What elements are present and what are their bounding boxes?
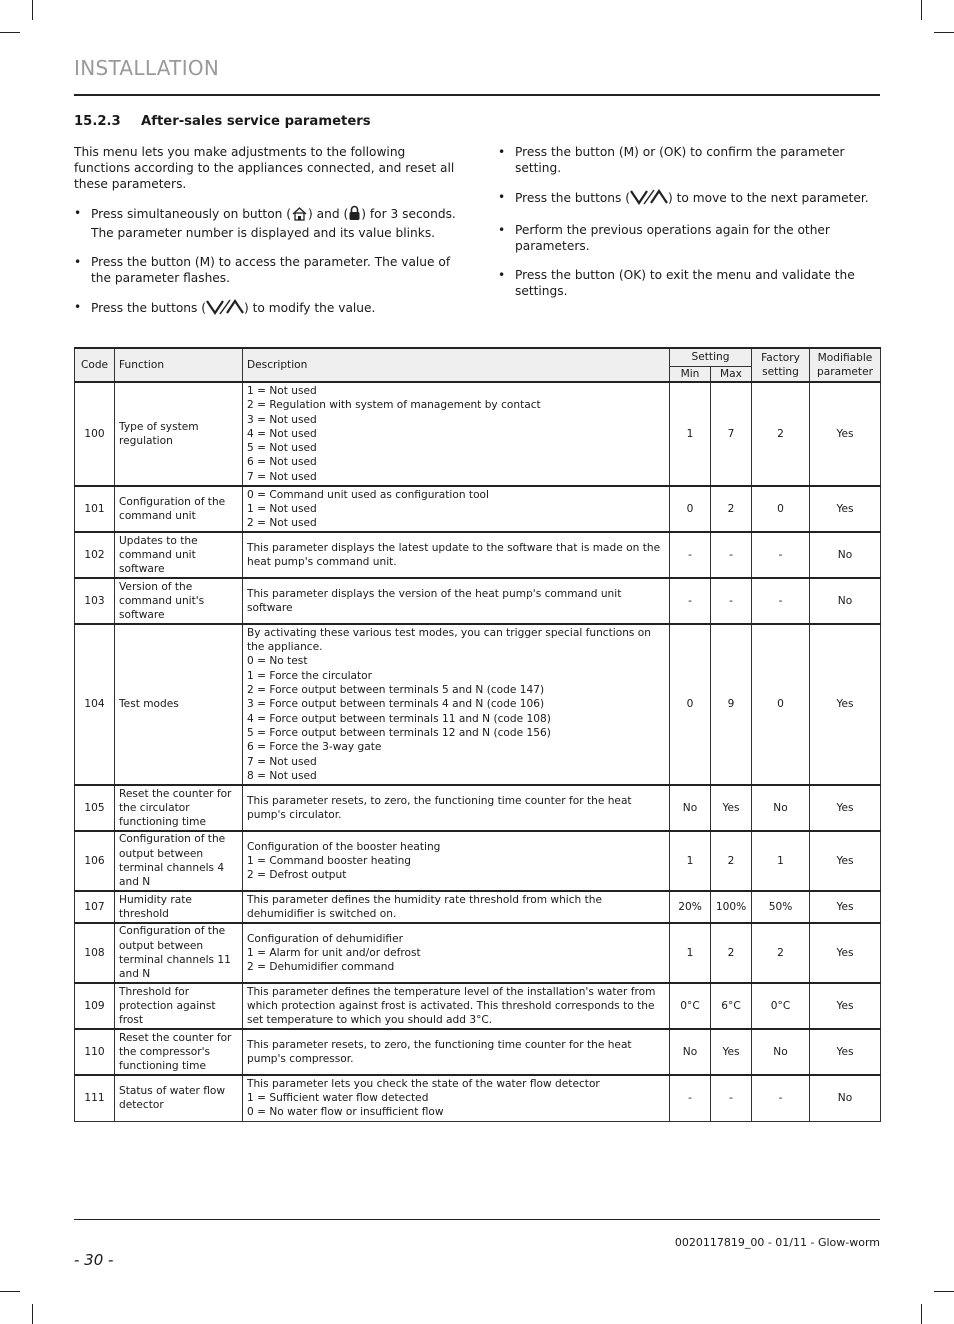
cell-function: Configuration of the output between terminal channels 11 and N bbox=[115, 923, 243, 983]
column-header-description: Description bbox=[243, 348, 670, 382]
column-header-modifiable: Modifiable parameter bbox=[810, 348, 881, 382]
cell-factory-setting: No bbox=[752, 785, 810, 831]
cell-code: 109 bbox=[75, 983, 115, 1029]
cell-function: Type of system regulation bbox=[115, 382, 243, 486]
cell-min: 0°C bbox=[670, 983, 711, 1029]
section-number: 15.2.3 bbox=[74, 114, 121, 129]
cell-max: 2 bbox=[711, 923, 752, 983]
cell-function: Configuration of the command unit bbox=[115, 486, 243, 532]
cell-factory-setting: - bbox=[752, 532, 810, 578]
table-row bbox=[75, 923, 881, 983]
table-row bbox=[75, 1029, 881, 1075]
table-row bbox=[75, 382, 881, 486]
list-item bbox=[74, 299, 459, 319]
cell-modifiable: Yes bbox=[810, 486, 881, 532]
cell-code: 111 bbox=[75, 1075, 115, 1121]
cell-function: Reset the counter for the compressor's functioning time bbox=[115, 1029, 243, 1075]
cell-modifiable: Yes bbox=[810, 785, 881, 831]
cell-description: This parameter defines the humidity rate threshold from which the dehumidifier is switched on. bbox=[243, 891, 670, 923]
cell-description: 1 = Not used 2 = Regulation with system of management by contact 3 = Not used 4 = Not used 5 = Not used 6 = Not used 7 = Not used bbox=[243, 382, 670, 486]
list-item: • Press the button (M) or (OK) to confirm the parameter setting. bbox=[498, 144, 883, 176]
cell-factory-setting: - bbox=[752, 578, 810, 624]
service-parameters-table bbox=[74, 347, 881, 1122]
cell-function: Configuration of the output between terminal channels 4 and N bbox=[115, 831, 243, 891]
column-header-max: Max bbox=[711, 366, 752, 382]
cell-factory-setting: 0 bbox=[752, 486, 810, 532]
cell-function: Threshold for protection against frost bbox=[115, 983, 243, 1029]
cell-min: 0 bbox=[670, 486, 711, 532]
cell-max: 2 bbox=[711, 831, 752, 891]
cell-factory-setting: 1 bbox=[752, 831, 810, 891]
cell-max: 9 bbox=[711, 624, 752, 785]
right-instruction-list bbox=[498, 144, 883, 299]
table-row bbox=[75, 1075, 881, 1121]
table-row bbox=[75, 831, 881, 891]
bullet-text: Press simultaneously on button ( bbox=[91, 207, 292, 221]
cell-max: - bbox=[711, 578, 752, 624]
footer-divider bbox=[74, 1219, 880, 1220]
cell-min: No bbox=[670, 1029, 711, 1075]
cell-max: 7 bbox=[711, 382, 752, 486]
page-header-title: INSTALLATION bbox=[74, 56, 220, 80]
section-heading bbox=[74, 114, 371, 129]
cell-max: Yes bbox=[711, 1029, 752, 1075]
list-item: • Press the button (OK) to exit the menu and validate the settings. bbox=[498, 267, 883, 299]
cell-min: - bbox=[670, 532, 711, 578]
cell-code: 102 bbox=[75, 532, 115, 578]
cell-factory-setting: 0°C bbox=[752, 983, 810, 1029]
cell-max: 6°C bbox=[711, 983, 752, 1029]
document-reference: 0020117819_00 - 01/11 - Glow-worm bbox=[674, 1236, 880, 1249]
cell-max: - bbox=[711, 532, 752, 578]
bullet-text: ) for 3 seconds. The parameter number is displayed and its value blinks. bbox=[91, 207, 456, 240]
cell-function: Updates to the command unit software bbox=[115, 532, 243, 578]
crop-mark bbox=[934, 1291, 954, 1292]
cell-factory-setting: 50% bbox=[752, 891, 810, 923]
cell-function: Status of water flow detector bbox=[115, 1075, 243, 1121]
bullet-text: Press the buttons ( bbox=[515, 191, 631, 205]
cell-modifiable: No bbox=[810, 1075, 881, 1121]
cell-modifiable: Yes bbox=[810, 1029, 881, 1075]
lock-icon bbox=[348, 205, 361, 225]
table-row bbox=[75, 578, 881, 624]
section-title: After-sales service parameters bbox=[141, 114, 371, 129]
cell-function: Test modes bbox=[115, 624, 243, 785]
cell-min: 20% bbox=[670, 891, 711, 923]
cell-code: 110 bbox=[75, 1029, 115, 1075]
cell-modifiable: Yes bbox=[810, 624, 881, 785]
cell-code: 107 bbox=[75, 891, 115, 923]
cell-min: 0 bbox=[670, 624, 711, 785]
list-item bbox=[74, 205, 459, 241]
cell-min: 1 bbox=[670, 382, 711, 486]
cell-code: 100 bbox=[75, 382, 115, 486]
down-up-arrows-icon bbox=[206, 299, 244, 319]
crop-mark bbox=[0, 1291, 20, 1292]
table-row bbox=[75, 785, 881, 831]
cell-description: This parameter displays the latest update to the software that is made on the heat pump's command unit. bbox=[243, 532, 670, 578]
cell-code: 106 bbox=[75, 831, 115, 891]
cell-function: Reset the counter for the circulator functioning time bbox=[115, 785, 243, 831]
cell-description: Configuration of the booster heating 1 = Command booster heating 2 = Defrost output bbox=[243, 831, 670, 891]
column-header-factory-setting: Factory setting bbox=[752, 348, 810, 382]
column-header-min: Min bbox=[670, 366, 711, 382]
bullet-text: Press the buttons ( bbox=[91, 301, 207, 315]
cell-modifiable: Yes bbox=[810, 923, 881, 983]
cell-code: 105 bbox=[75, 785, 115, 831]
cell-modifiable: No bbox=[810, 578, 881, 624]
cell-factory-setting: 2 bbox=[752, 382, 810, 486]
list-item: • Press the button (M) to access the parameter. The value of the parameter flashes. bbox=[74, 254, 459, 286]
cell-factory-setting: - bbox=[752, 1075, 810, 1121]
cell-min: - bbox=[670, 578, 711, 624]
cell-min: No bbox=[670, 785, 711, 831]
crop-mark bbox=[32, 0, 33, 20]
cell-description: This parameter resets, to zero, the functioning time counter for the heat pump's circulator. bbox=[243, 785, 670, 831]
table-row bbox=[75, 891, 881, 923]
table-row bbox=[75, 532, 881, 578]
down-up-arrows-icon bbox=[630, 189, 668, 209]
cell-max: - bbox=[711, 1075, 752, 1121]
table-row bbox=[75, 983, 881, 1029]
column-header-function: Function bbox=[115, 348, 243, 382]
header-divider bbox=[74, 94, 880, 96]
cell-min: 1 bbox=[670, 831, 711, 891]
list-item: • Perform the previous operations again for the other parameters. bbox=[498, 222, 883, 254]
cell-max: 100% bbox=[711, 891, 752, 923]
cell-min: 1 bbox=[670, 923, 711, 983]
cell-modifiable: No bbox=[810, 532, 881, 578]
bullet-text: ) and ( bbox=[308, 207, 349, 221]
intro-paragraph: This menu lets you make adjustments to the following functions according to the appliances connected, and reset all these parameters. bbox=[74, 145, 455, 191]
cell-modifiable: Yes bbox=[810, 831, 881, 891]
column-header-code: Code bbox=[75, 348, 115, 382]
crop-mark bbox=[32, 1304, 33, 1324]
crop-mark bbox=[0, 32, 20, 33]
cell-code: 108 bbox=[75, 923, 115, 983]
cell-modifiable: Yes bbox=[810, 891, 881, 923]
bullet-text: ) to modify the value. bbox=[244, 301, 376, 315]
cell-max: Yes bbox=[711, 785, 752, 831]
list-item bbox=[498, 189, 883, 209]
column-header-setting: Setting bbox=[670, 348, 752, 366]
cell-description: By activating these various test modes, you can trigger special functions on the appliance. 0 = No test 1 = Force the circulator 2 = Force output between terminals 5 and N (code 147) 3 = Force output between terminals 4 and N (code 106) 4 = Force output between terminals 11 and N (code 108) 5 = Force output between terminals 12 and N (code 156) 6 = Force the 3-way gate 7 = Not used 8 = Not used bbox=[243, 624, 670, 785]
cell-code: 104 bbox=[75, 624, 115, 785]
left-column bbox=[74, 144, 459, 332]
bullet-text: ) to move to the next parameter. bbox=[668, 191, 869, 205]
cell-description: Configuration of dehumidifier 1 = Alarm for unit and/or defrost 2 = Dehumidifier command bbox=[243, 923, 670, 983]
cell-description: This parameter displays the version of the heat pump's command unit software bbox=[243, 578, 670, 624]
cell-min: - bbox=[670, 1075, 711, 1121]
left-instruction-list bbox=[74, 205, 459, 319]
cell-description: 0 = Command unit used as configuration tool 1 = Not used 2 = Not used bbox=[243, 486, 670, 532]
cell-modifiable: Yes bbox=[810, 382, 881, 486]
crop-mark bbox=[934, 32, 954, 33]
cell-function: Humidity rate threshold bbox=[115, 891, 243, 923]
cell-modifiable: Yes bbox=[810, 983, 881, 1029]
cell-factory-setting: 2 bbox=[752, 923, 810, 983]
home-icon bbox=[291, 206, 308, 225]
table-body bbox=[75, 382, 881, 1121]
cell-max: 2 bbox=[711, 486, 752, 532]
cell-description: This parameter defines the temperature level of the installation's water from which protection against frost is activated. This threshold corresponds to the set temperature to which you should add 3°C. bbox=[243, 983, 670, 1029]
cell-function: Version of the command unit's software bbox=[115, 578, 243, 624]
cell-description: This parameter resets, to zero, the functioning time counter for the heat pump's compressor. bbox=[243, 1029, 670, 1075]
cell-code: 103 bbox=[75, 578, 115, 624]
cell-description: This parameter lets you check the state of the water flow detector 1 = Sufficient water flow detected 0 = No water flow or insufficient flow bbox=[243, 1075, 670, 1121]
table-row bbox=[75, 486, 881, 532]
cell-factory-setting: 0 bbox=[752, 624, 810, 785]
crop-mark bbox=[921, 0, 922, 20]
page-number: - 30 - bbox=[74, 1251, 114, 1269]
crop-mark bbox=[921, 1304, 922, 1324]
right-column bbox=[498, 144, 883, 312]
cell-code: 101 bbox=[75, 486, 115, 532]
cell-factory-setting: No bbox=[752, 1029, 810, 1075]
table-row bbox=[75, 624, 881, 785]
